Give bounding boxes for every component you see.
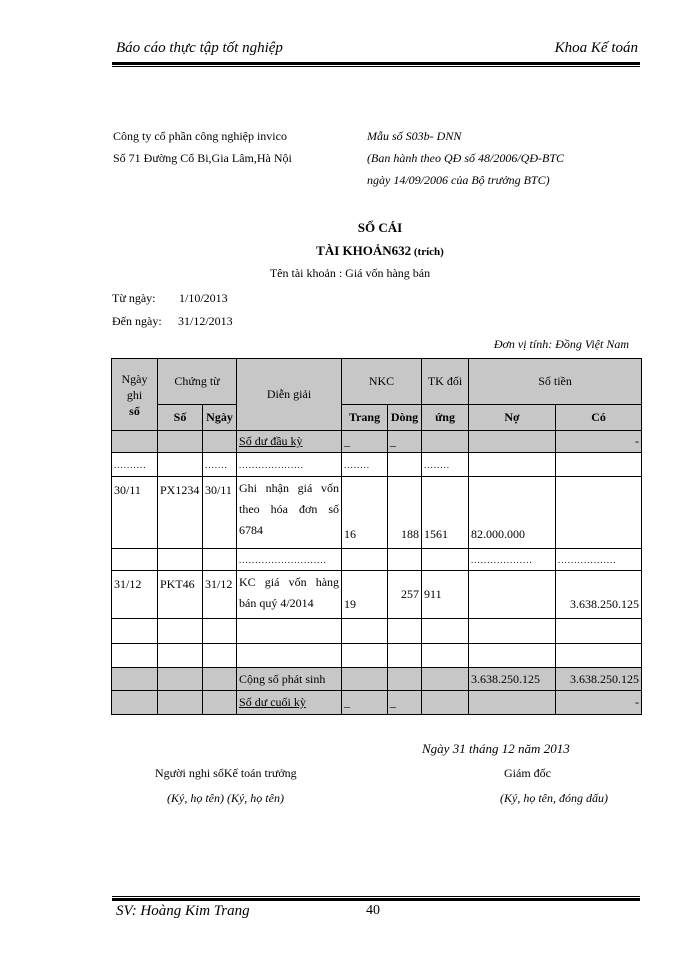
header-tk-doi: TK đối [422,359,469,405]
period-to-value: 31/12/2013 [178,314,233,328]
header-rule [112,62,640,65]
header-so-tien: Số tiền [469,359,642,405]
blank-row [112,644,642,668]
opening-balance-label: Số dư đầu kỳ [237,431,342,453]
table-row [112,571,642,619]
closing-balance-label: Số dư cuối kỳ [237,691,342,715]
header-tk-ung: ứng [422,405,469,431]
header-ngay-line2: ghi [126,387,143,402]
row2-tk: 911 [422,571,469,619]
signature-date: Ngày 31 tháng 12 năm 2013 [422,741,570,756]
row1-co [556,477,642,549]
company-name: Công ty cổ phần công nghiệp invico [113,129,287,143]
header-trang: Trang [342,405,388,431]
period-from [112,291,228,306]
header-ngay-line3: sổ [129,403,140,418]
row1-no: 82.000.000 [469,477,556,549]
row2-ngay-ghi: 31/12 [112,571,158,619]
header-ngay: Ngày [203,405,237,431]
closing-balance-row [112,691,642,715]
total-row [112,668,642,691]
total-no: 3.638.250.125 [469,668,556,691]
row2-co: 3.638.250.125 [556,571,642,619]
row1-dien-giai: Ghi nhận giá vốn theo hóa đơn số 6784 [237,477,342,549]
header-dien-giai: Diễn giải [237,359,342,431]
account-title-note: (trích) [411,246,444,258]
signature-left-note: (Ký, họ tên) (Ký, họ tên) [167,791,284,805]
closing-dong: _ [388,691,422,715]
ellipsis-row: .......... ....... .................... ........ ........ [112,453,642,477]
header-ngay-line1: Ngày [121,371,148,386]
header-so: Số [158,405,203,431]
page-number: 40 [366,903,380,918]
period-from-value: 1/10/2013 [179,291,228,305]
row2-ngay: 31/12 [203,571,237,619]
signature-roles: Người nghi sổKế toán trưởng [155,766,297,780]
row2-trang: 19 [342,571,388,619]
closing-trang: _ [342,691,388,715]
form-date: ngày 14/09/2006 của Bộ trưởng BTC) [367,173,550,187]
period-to-label: Đến ngày: [112,314,162,328]
opening-trang: _ [342,431,388,453]
header-no: Nợ [469,405,556,431]
form-code: Mẫu số S03b- DNN [367,129,462,143]
row1-ngay-ghi: 30/11 [112,477,158,549]
total-label: Cộng số phát sinh [237,668,342,691]
ellipsis-row: ........................... ................... .................. [112,549,642,571]
footer-rule [112,898,640,901]
header-ngay-ghi-so [112,359,158,431]
header-chung-tu: Chứng từ [158,359,237,405]
account-title [0,243,700,259]
company-address: Số 71 Đường Cổ Bi,Gia Lâm,Hà Nội [113,151,292,165]
account-title-main: TÀI KHOẢN632 [316,243,412,258]
header-nkc: NKC [342,359,422,405]
header-rule-thin [112,66,640,67]
blank-row [112,619,642,644]
header-dong: Dòng [388,405,422,431]
row2-so: PKT46 [158,571,203,619]
opening-dong: _ [388,431,422,453]
opening-co: - [556,431,642,453]
ledger-table [111,358,642,715]
page-header-right: Khoa Kế toán [554,40,638,56]
opening-balance-row [112,431,642,453]
header-co: Có [556,405,642,431]
row1-ngay: 30/11 [203,477,237,549]
page-header-left: Báo cáo thực tập tốt nghiệp [116,40,283,56]
signature-director: Giám đốc [504,766,551,780]
row1-trang: 16 [342,477,388,549]
table-row [112,477,642,549]
row1-tk: 1561 [422,477,469,549]
footer-student: SV: Hoàng Kim Trang [116,903,250,919]
row2-no [469,571,556,619]
period-to [112,314,233,329]
footer-rule-thin [112,896,640,897]
account-name: Tên tài khoản : Giá vốn hàng bán [269,266,431,280]
form-decision: (Ban hành theo QĐ số 48/2006/QĐ-BTC [367,151,564,165]
total-co: 3.638.250.125 [556,668,642,691]
row2-dien-giai: KC giá vốn hàng bán quý 4/2014 [237,571,342,619]
currency-unit: Đơn vị tính: Đồng Việt Nam [493,337,629,351]
ledger-title: SỔ CÁI [357,220,403,235]
row1-so: PX1234 [158,477,203,549]
period-from-label: Từ ngày: [112,291,156,305]
closing-co: - [556,691,642,715]
row1-dong: 188 [388,477,422,549]
row2-dong: 257 [388,571,422,619]
signature-right-note: (Ký, họ tên, đóng dấu) [500,791,608,805]
